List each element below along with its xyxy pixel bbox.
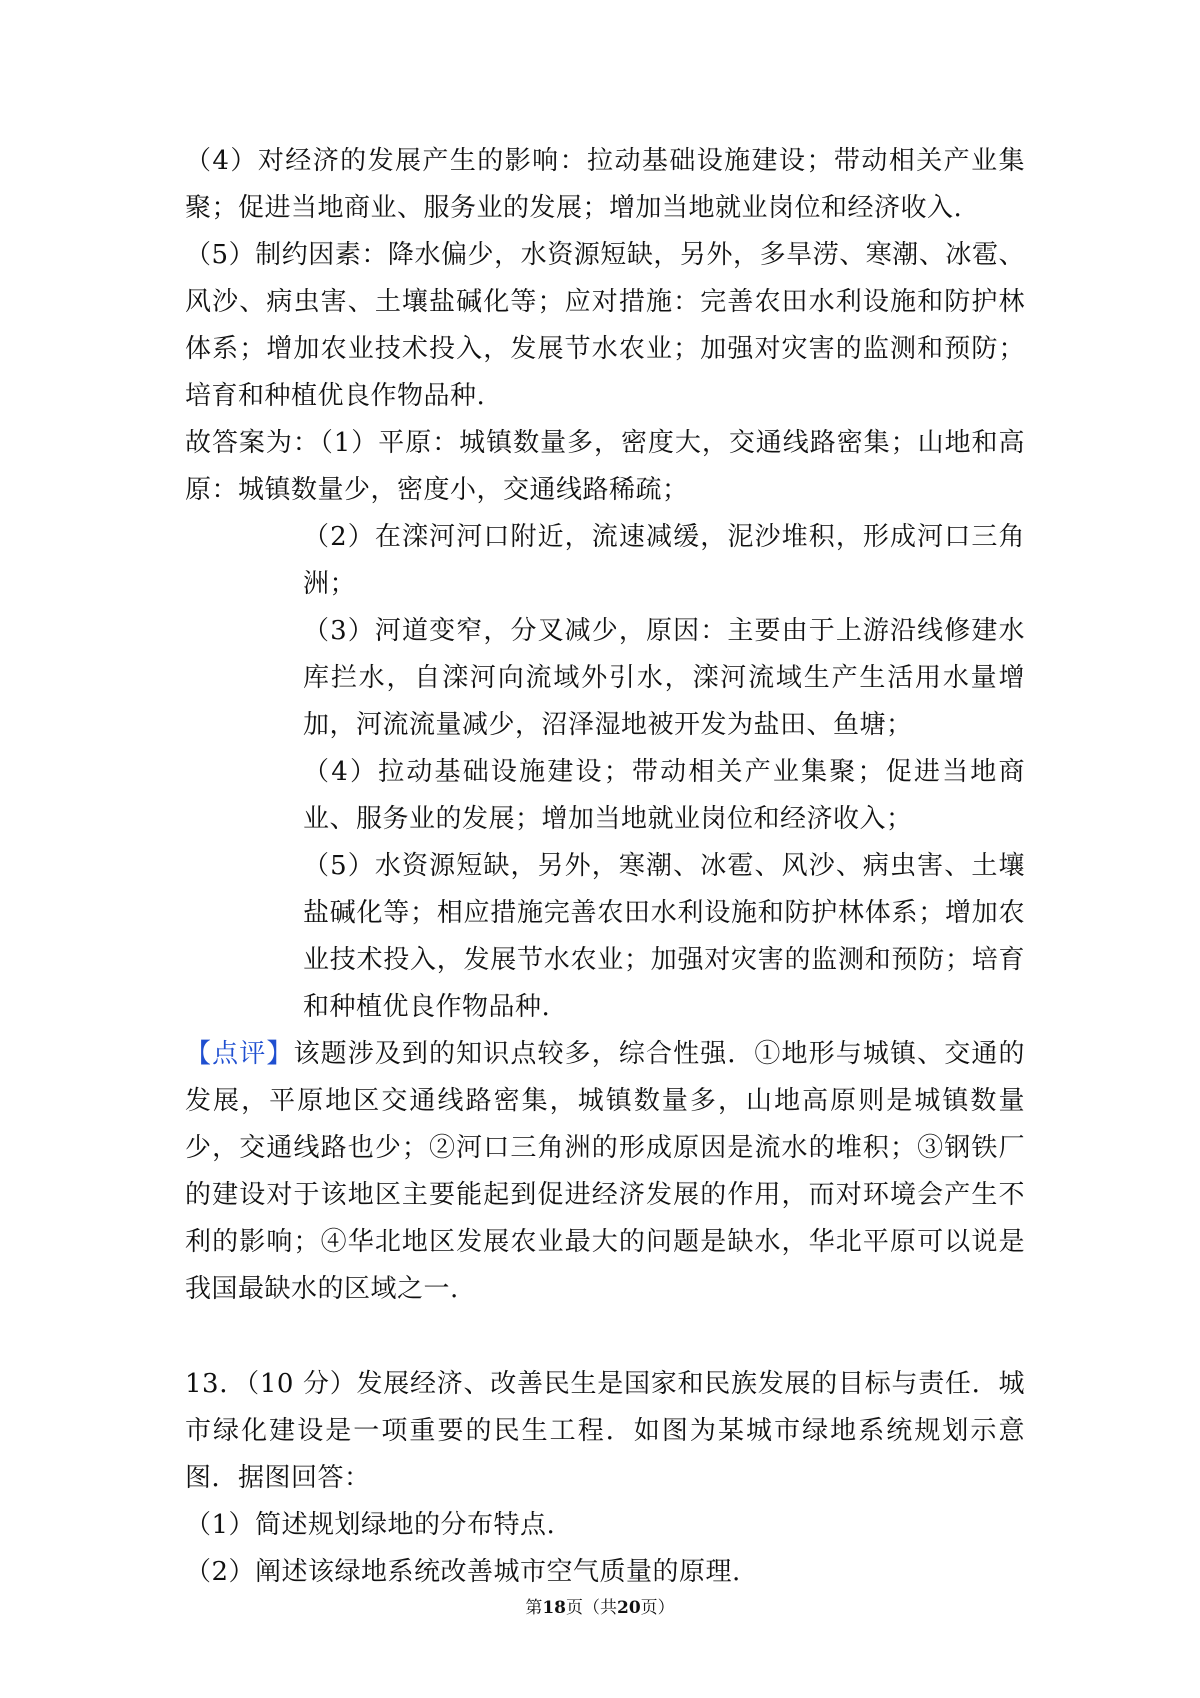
question-13-stem: 13．（10 分）发展经济、改善民生是国家和民族发展的目标与责任．城市绿化建设是一项重要的民生工程．如图为某城市绿地系统规划示意图．据图回答： <box>185 1369 1025 1493</box>
paragraph-economic-impact: （4）对经济的发展产生的影响：拉动基础设施建设；带动相关产业集聚；促进当地商业、服务业的发展；增加当地就业岗位和经济收入. <box>185 146 1025 223</box>
section-gap <box>185 1313 1025 1361</box>
footer-page-total: 20 <box>617 1598 641 1618</box>
answer-item-2: （2）在滦河河口附近，流速减缓，泥沙堆积，形成河口三角洲； <box>303 522 1025 599</box>
answer-item-3: （3）河道变窄，分叉减少，原因：主要由于上游沿线修建水库拦水，自滦河向流域外引水，滦河流域生产生活用水量增加，河流流量减少，沼泽湿地被开发为盐田、鱼塘； <box>303 616 1025 740</box>
footer-prefix: 第 <box>525 1598 543 1618</box>
document-body <box>185 138 1025 1596</box>
footer-suffix: 页） <box>640 1598 675 1618</box>
answer-item-4: （4）拉动基础设施建设；带动相关产业集聚；促进当地商业、服务业的发展；增加当地就业岗位和经济收入； <box>303 757 1025 834</box>
footer-page-number: 18 <box>542 1598 566 1618</box>
answer-lead: 故答案为：（1）平原：城镇数量多，密度大，交通线路密集；山地和高原：城镇数量少，密度小，交通线路稀疏； <box>185 428 1025 505</box>
comment-tag: 【点评】 <box>185 1039 294 1069</box>
comment-paragraph <box>185 1031 1025 1313</box>
footer-mid: 页（共 <box>566 1598 617 1618</box>
page-footer <box>0 1597 1200 1619</box>
comment-text: 该题涉及到的知识点较多，综合性强．①地形与城镇、交通的发展，平原地区交通线路密集，城镇数量多，山地高原则是城镇数量少，交通线路也少；②河口三角洲的形成原因是流水的堆积；③钢铁厂的建设对于该地区主要能起到促进经济发展的作用，而对环境会产生不利的影响；④华北地区发展农业最大的问题是缺水，华北平原可以说是我国最缺水的区域之一. <box>185 1039 1025 1304</box>
question-13-sub-1: （1）简述规划绿地的分布特点. <box>185 1510 556 1540</box>
question-13-sub-2: （2）阐述该绿地系统改善城市空气质量的原理. <box>185 1557 741 1587</box>
answer-item-5: （5）水资源短缺，另外，寒潮、冰雹、风沙、病虫害、土壤盐碱化等；相应措施完善农田水利设施和防护林体系；增加农业技术投入，发展节水农业；加强对灾害的监测和预防；培育和种植优良作物品种. <box>303 851 1025 1022</box>
paragraph-constraints: （5）制约因素：降水偏少，水资源短缺，另外，多旱涝、寒潮、冰雹、风沙、病虫害、土壤盐碱化等；应对措施：完善农田水利设施和防护林体系；增加农业技术投入，发展节水农业；加强对灾害的监测和预防；培育和种植优良作物品种. <box>185 240 1025 411</box>
